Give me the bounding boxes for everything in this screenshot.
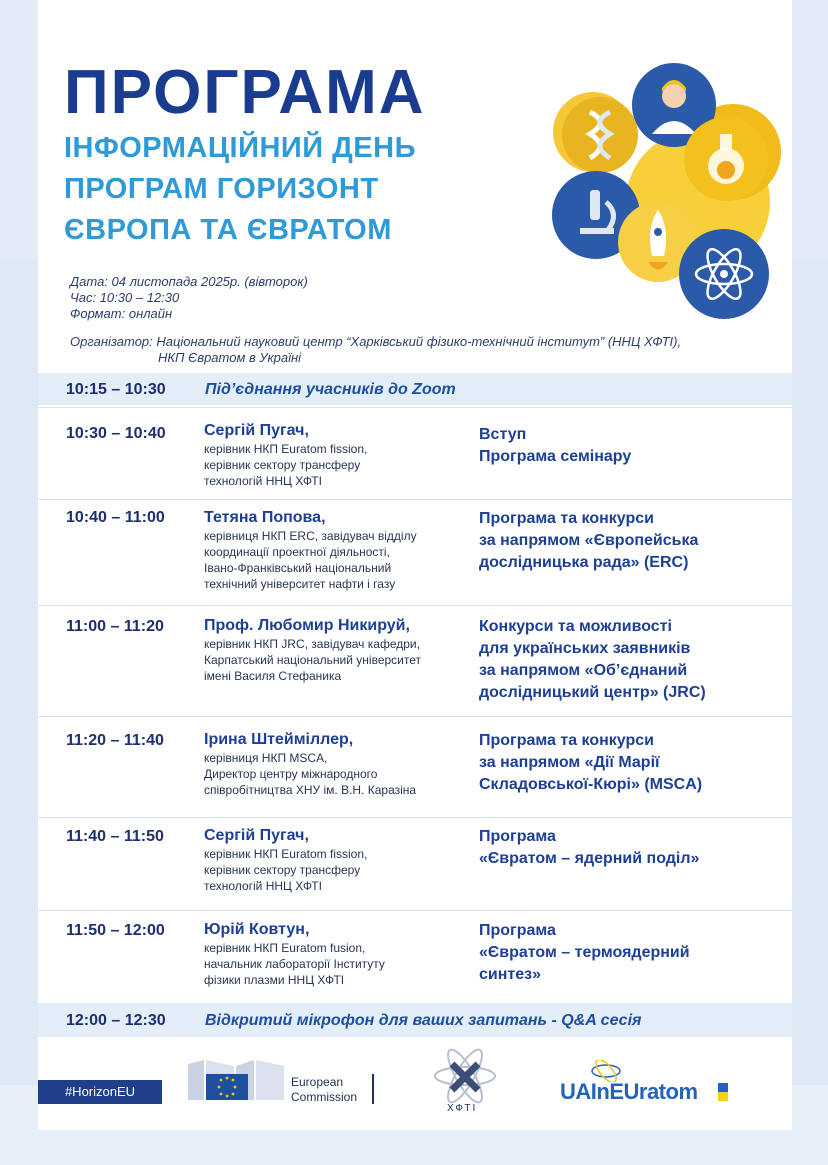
speaker-name: Сергій Пугач, (204, 422, 309, 439)
speaker-role-line: імені Василя Стефаника (204, 669, 342, 683)
topic-line: синтез» (479, 966, 541, 983)
topic-line: Програма та конкурси (479, 510, 654, 527)
european-commission-logo (184, 1056, 288, 1104)
speaker-role-line: Карпатський національний університет (204, 653, 422, 667)
page-title: ПРОГРАМА (64, 58, 426, 127)
session-topic (479, 616, 779, 704)
speaker-role-line: координації проектної діяльності, (204, 545, 390, 559)
session-topic (479, 730, 779, 796)
topic-line: Конкурси та можливості (479, 618, 672, 635)
subtitle-line-1: ІНФОРМАЦІЙНИЙ ДЕНЬ (64, 132, 416, 164)
speaker-role-line: керівниця НКП ERC, завідувач відділу (204, 529, 417, 543)
speaker-block (204, 421, 474, 489)
speaker-block (204, 616, 474, 684)
speaker-role-line: керівник НКП Euratom fission, (204, 442, 368, 456)
event-organizer-line-2: НКП Євратом в Україні (158, 350, 302, 365)
row-divider (38, 716, 792, 717)
speaker-role-line: керівниця НКП MSCA, (204, 751, 328, 765)
subtitle-line-3: ЄВРОПА ТА ЄВРАТОМ (64, 214, 392, 246)
speaker-role-line: технічний університет нафти і газу (204, 577, 396, 591)
speaker-name: Тетяна Попова, (204, 509, 326, 526)
topic-line: за напрямом «Об’єднаний (479, 662, 688, 679)
session-time: 11:50 – 12:00 (66, 922, 165, 939)
speaker-role-line: керівник НКП Euratom fission, (204, 847, 368, 861)
topic-line: Програма семінару (479, 448, 632, 465)
speaker-role-line: Івано-Франківський національний (204, 561, 392, 575)
speaker-role-line: керівник сектору трансферу (204, 863, 361, 877)
topic-line: для українських заявників (479, 640, 691, 657)
topic-line: «Євратом – ядерний поділ» (479, 850, 700, 867)
xfti-logo (430, 1048, 500, 1106)
event-organizer-line-1: Організатор: Національний науковий центр “Харківський фізико-технічний інститут” (ННЦ ХФТІ), (70, 334, 682, 349)
row-divider (38, 817, 792, 818)
session-time: 11:40 – 11:50 (66, 828, 164, 845)
science-illustration (548, 62, 788, 324)
speaker-block (204, 730, 474, 798)
topic-line: «Євратом – термоядерний (479, 944, 690, 961)
session-topic (479, 508, 779, 574)
speaker-name: Проф. Любомир Никируй, (204, 617, 410, 634)
speaker-name: Сергій Пугач, (204, 827, 309, 844)
topic-line: Програма та конкурси (479, 732, 654, 749)
session-time: 10:40 – 11:00 (66, 509, 165, 526)
session-topic (479, 826, 779, 870)
topic-line: за напрямом «Дії Марії (479, 754, 660, 771)
session-time: 11:20 – 11:40 (66, 732, 164, 749)
session-topic (479, 424, 779, 468)
chemistry-flask-icon (684, 117, 768, 201)
topic-line: Програма (479, 922, 556, 939)
topic-line: Вступ (479, 426, 527, 443)
speaker-block (204, 920, 474, 988)
row-divider (38, 910, 792, 911)
speaker-role-line: фізики плазми ННЦ ХФТІ (204, 973, 345, 987)
speaker-role-line: керівник НКП Euratom fusion, (204, 941, 366, 955)
speaker-role-line: начальник лабораторії Інституту (204, 957, 385, 971)
speaker-role-line: Директор центру міжнародного (204, 767, 378, 781)
topic-line: Програма (479, 828, 556, 845)
topic-line: Складовської-Кюрі» (MSCA) (479, 776, 703, 793)
session-time: 10:30 – 10:40 (66, 425, 166, 442)
speaker-role-line: співробітництва ХНУ ім. В.Н. Каразіна (204, 783, 417, 797)
ec-divider (372, 1074, 374, 1104)
ec-line-2: Commission (291, 1090, 358, 1104)
speaker-block (204, 826, 474, 894)
speaker-role-line: технологій ННЦ ХФТІ (204, 474, 322, 488)
speaker-name: Юрій Ковтун, (204, 921, 310, 938)
session-time: 11:00 – 11:20 (66, 618, 164, 635)
european-commission-text (291, 1075, 357, 1105)
ua-in-euratom-logo: UAInEUratom (560, 1079, 698, 1104)
speaker-role-line: керівник НКП JRC, завідувач кафедри, (204, 637, 420, 651)
speaker-block (204, 508, 474, 592)
row-divider (38, 605, 792, 606)
session-topic (479, 920, 779, 986)
topic-line: за напрямом «Європейська (479, 532, 699, 549)
atom-icon (679, 229, 769, 319)
ukraine-flag-icon (718, 1083, 728, 1101)
row-divider (38, 499, 792, 500)
event-time: Час: 10:30 – 12:30 (70, 290, 180, 305)
subtitle-line-2: ПРОГРАМ ГОРИЗОНТ (64, 173, 379, 205)
zoom-connect-time: 10:15 – 10:30 (66, 381, 166, 398)
zoom-connect-text: Під’єднання учасників до Zoom (205, 381, 456, 398)
horizon-eu-hashtag: #HorizonEU (38, 1080, 162, 1104)
event-format: Формат: онлайн (70, 306, 173, 321)
speaker-role-line: керівник сектору трансферу (204, 458, 361, 472)
xfti-label: ХФТІ (447, 1103, 478, 1114)
qa-time: 12:00 – 12:30 (66, 1012, 166, 1029)
event-date: Дата: 04 листопада 2025р. (вівторок) (70, 274, 308, 289)
speaker-name: Ірина Штейміллер, (204, 731, 354, 748)
dna-icon (562, 97, 638, 173)
topic-line: дослідницький центр» (JRC) (479, 684, 706, 701)
topic-line: дослідницька рада» (ERC) (479, 554, 689, 571)
row-divider (38, 407, 792, 408)
qa-text: Відкритий мікрофон для ваших запитань - Q&A сесія (205, 1012, 642, 1029)
speaker-role-line: технологій ННЦ ХФТІ (204, 879, 322, 893)
ec-line-1: European (291, 1075, 344, 1089)
